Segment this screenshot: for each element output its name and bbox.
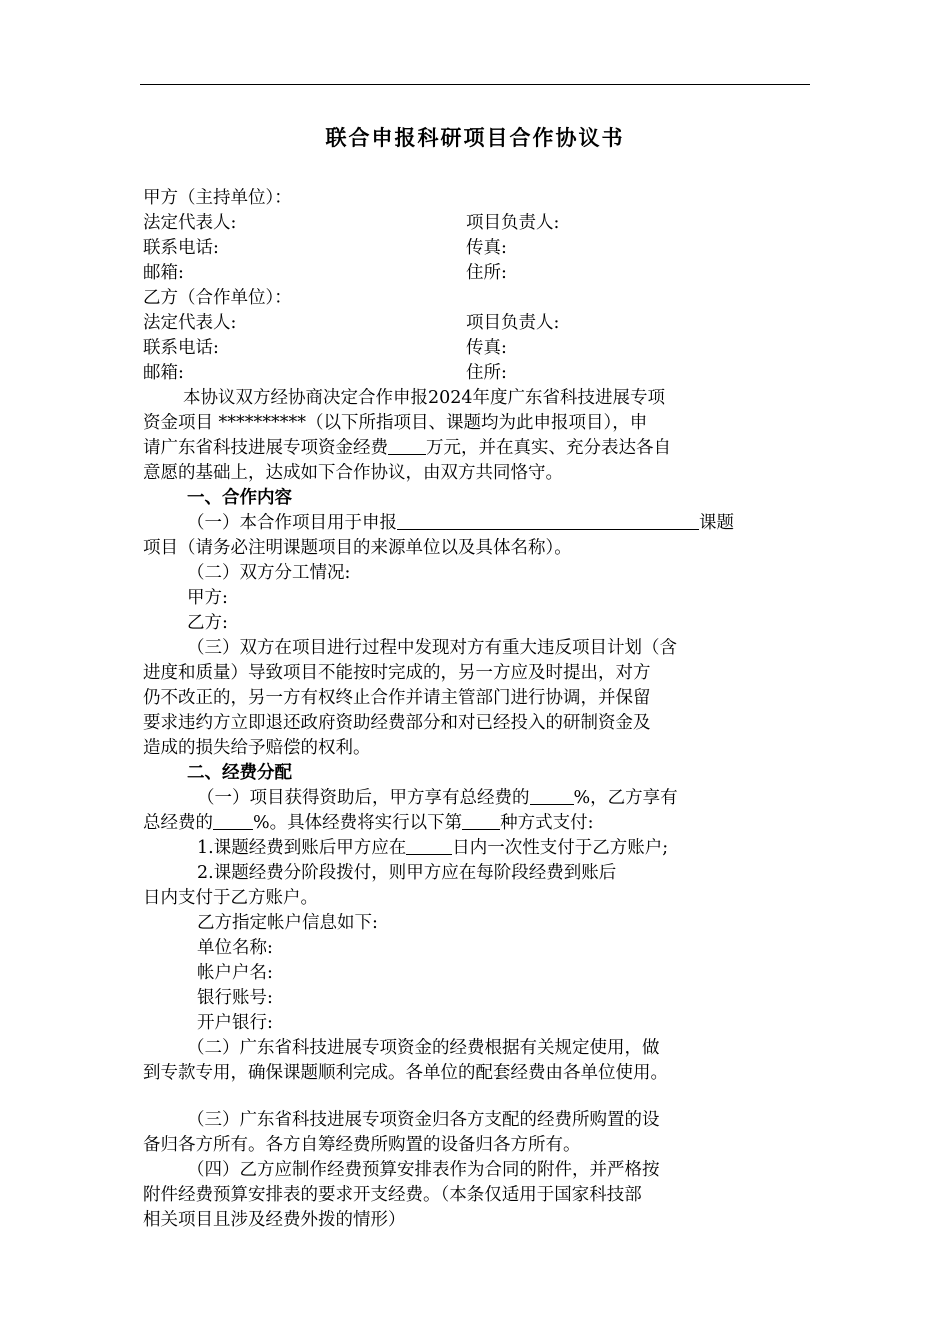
section-2-item-4-cont: 相关项目且涉及经费外拨的情形） [143, 1210, 406, 1230]
total-fund-label: 总经费的 [143, 813, 213, 833]
party-b-phone: 联系电话: [143, 338, 219, 358]
item-1-suffix: 课题 [699, 513, 734, 533]
section-1-item-3-line: 要求违约方立即退还政府资助经费部分和对已经投入的研制资金及 [143, 713, 651, 733]
payment-method-label: %。具体经费将实行以下第 [253, 813, 463, 833]
section-2-item-1-cont [143, 811, 594, 836]
party-a-address: 住所: [466, 263, 507, 283]
party-b-project-lead: 项目负责人: [466, 313, 560, 333]
party-a-postbox: 邮箱: [143, 263, 184, 283]
payment-method-2-cont: 日内支付于乙方账户。 [143, 888, 318, 908]
payment-method-2: 2.课题经费分阶段拨付，则甲方应在每阶段经费到账后 [197, 863, 617, 883]
share-b-label: %，乙方享有 [573, 788, 678, 808]
party-b-heading: 乙方（合作单位）： [143, 288, 292, 308]
section-2-item-2: （二）广东省科技进展专项资金的经费根据有关规定使用，做 [187, 1038, 660, 1058]
section-1-item-3-line: 进度和质量）导致项目不能按时完成的，另一方应及时提出，对方 [143, 663, 651, 683]
party-b-share-blank[interactable] [213, 811, 253, 830]
payment-method-1 [197, 836, 668, 861]
section-2-item-4: （四）乙方应制作经费预算安排表作为合同的附件，并严格按 [187, 1160, 660, 1180]
account-number: 银行账号: [197, 988, 273, 1008]
section-2-heading: 二、经费分配 [187, 763, 292, 783]
section-1-item-1 [187, 511, 734, 536]
section-1-item-2: （二）双方分工情况: [187, 563, 351, 583]
section-1-item-3-line: 仍不改正的，另一方有权终止合作并请主管部门进行协调，并保留 [143, 688, 651, 708]
party-a-share-blank[interactable] [530, 786, 574, 805]
section-2-item-3-cont: 备归各方所有。各方自筹经费所购置的设备归各方所有。 [143, 1135, 581, 1155]
division-party-b: 乙方: [187, 613, 228, 633]
account-bank: 开户银行: [197, 1013, 273, 1033]
section-2-item-1 [197, 786, 678, 811]
share-a-label: （一）项目获得资助后，甲方享有总经费的 [197, 788, 530, 808]
party-b-postbox: 邮箱: [143, 363, 184, 383]
intro-line-3-start: 请广东省科技进展专项资金经费 [143, 438, 388, 458]
party-b-address: 住所: [466, 363, 507, 383]
section-1-item-3-line: （三）双方在项目进行过程中发现对方有重大违反项目计划（含 [187, 638, 677, 658]
intro-line-2: 资金项目 **********（以下所指项目、课题均为此申报项目），申 [143, 413, 648, 433]
payment-method-suffix: 种方式支付: [500, 813, 594, 833]
days-blank[interactable] [406, 836, 452, 855]
party-a-project-lead: 项目负责人: [466, 213, 560, 233]
section-1-item-1-cont: 项目（请务必注明课题项目的来源单位以及具体名称）。 [143, 538, 572, 558]
party-a-legal-rep: 法定代表人: [143, 213, 237, 233]
account-holder-name: 帐户户名: [197, 963, 273, 983]
amount-blank[interactable] [388, 436, 426, 455]
section-1-item-3-line: 造成的损失给予赔偿的权利。 [143, 738, 371, 758]
header-rule [140, 84, 810, 85]
document-title: 联合申报科研项目合作协议书 [325, 126, 625, 150]
party-b-legal-rep: 法定代表人: [143, 313, 237, 333]
account-info-heading: 乙方指定帐户信息如下: [197, 913, 378, 933]
item-1-label: （一）本合作项目用于申报 [187, 513, 397, 533]
method-1-label: 1.课题经费到账后甲方应在 [197, 838, 407, 858]
party-a-phone: 联系电话: [143, 238, 219, 258]
intro-line-4: 意愿的基础上，达成如下合作协议，由双方共同恪守。 [143, 463, 563, 483]
section-2-item-4-cont: 附件经费预算安排表的要求开支经费。（本条仅适用于国家科技部 [143, 1185, 642, 1205]
party-a-fax: 传真: [466, 238, 507, 258]
section-2-item-2-cont: 到专款专用，确保课题顺利完成。各单位的配套经费由各单位使用。 [143, 1063, 668, 1083]
party-a-heading: 甲方（主持单位）： [143, 188, 292, 208]
payment-method-blank[interactable] [462, 811, 500, 830]
account-unit-name: 单位名称: [197, 938, 273, 958]
section-2-item-3: （三）广东省科技进展专项资金归各方支配的经费所购置的设 [187, 1110, 660, 1130]
method-1-suffix: 日内一次性支付于乙方账户; [452, 838, 669, 858]
intro-line-3 [143, 436, 671, 461]
project-name-blank[interactable] [397, 511, 699, 530]
section-1-heading: 一、合作内容 [187, 488, 292, 508]
intro-line-3-end: 万元，并在真实、充分表达各自 [426, 438, 671, 458]
division-party-a: 甲方: [187, 588, 228, 608]
party-b-fax: 传真: [466, 338, 507, 358]
intro-line-1: 本协议双方经协商决定合作申报2024年度广东省科技进展专项 [183, 388, 666, 408]
